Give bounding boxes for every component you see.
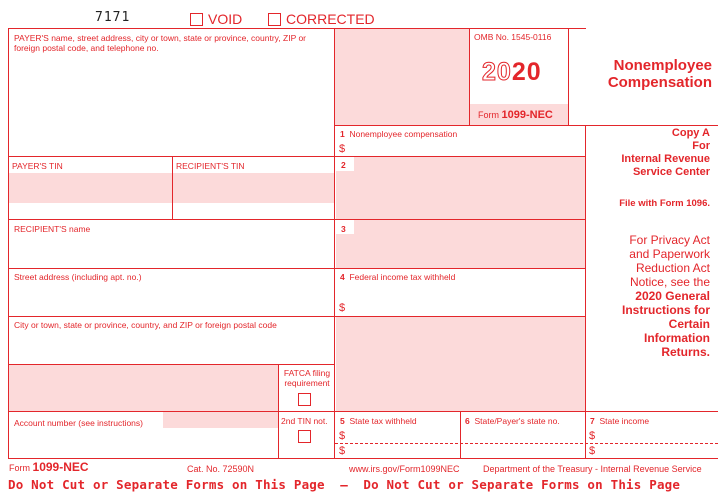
payer-name-field[interactable] bbox=[10, 56, 332, 154]
right-column-divider bbox=[585, 125, 586, 458]
footer-url: www.irs.gov/Form1099NEC bbox=[349, 464, 460, 474]
street-address-field[interactable] bbox=[10, 284, 332, 314]
city-field[interactable] bbox=[10, 332, 332, 362]
account-number-field[interactable] bbox=[10, 430, 276, 456]
privacy-line8: Information bbox=[644, 331, 710, 345]
tax-year-suffix: 20 bbox=[511, 58, 542, 86]
header-form-word: Form bbox=[478, 110, 499, 120]
box6-label bbox=[465, 416, 560, 426]
tax-year bbox=[482, 58, 542, 87]
copy-a-label: Copy A bbox=[671, 127, 710, 139]
recipient-tin-label: RECIPIENT'S TIN bbox=[176, 161, 245, 171]
box1-number: 1 bbox=[340, 129, 345, 139]
box6-text: State/Payer's state no. bbox=[474, 416, 560, 426]
middle-shaded-area bbox=[336, 317, 585, 411]
recipient-name-field[interactable] bbox=[10, 236, 332, 266]
payer-name-label: PAYER'S name, street address, city or town, state or province, country, ZIP or foreign postal code, and telephone no. bbox=[14, 33, 307, 53]
do-not-cut-warning: Do Not Cut or Separate Forms on This Page — Do Not Cut or Separate Forms on This Page bbox=[8, 477, 681, 492]
privacy-line1: For Privacy Act bbox=[629, 233, 710, 247]
form-title-line2: Compensation bbox=[607, 74, 712, 91]
copy-irs-line2: Service Center bbox=[632, 166, 710, 178]
corrected-label: CORRECTED bbox=[286, 11, 375, 27]
box7-label bbox=[590, 416, 649, 426]
omb-number: OMB No. 1545-0116 bbox=[474, 32, 552, 42]
box4-label bbox=[340, 272, 455, 282]
header-form-id bbox=[478, 110, 553, 120]
form-top-border bbox=[8, 28, 586, 29]
box7-dollar-1: $ bbox=[589, 430, 596, 442]
privacy-line9: Returns. bbox=[661, 345, 710, 359]
privacy-line4: Notice, see the bbox=[629, 275, 710, 289]
footer-form-id bbox=[9, 460, 89, 474]
privacy-line6: Instructions for bbox=[621, 303, 710, 317]
box2-shaded-area bbox=[336, 157, 585, 219]
void-checkbox[interactable] bbox=[190, 13, 203, 26]
account-number-label: Account number (see instructions) bbox=[14, 418, 143, 428]
corrected-checkbox[interactable] bbox=[268, 13, 281, 26]
footer-form-name: 1099-NEC bbox=[32, 460, 89, 474]
footer-cat-no: Cat. No. 72590N bbox=[187, 464, 255, 474]
box4-amount-field[interactable] bbox=[350, 300, 582, 314]
form-title-line1: Nonemployee bbox=[613, 57, 712, 74]
fatca-checkbox[interactable] bbox=[298, 393, 311, 406]
second-tin-checkbox[interactable] bbox=[298, 430, 311, 443]
box7-dollar-2: $ bbox=[589, 445, 596, 457]
box1-text: Nonemployee compensation bbox=[349, 129, 458, 139]
second-tin-label: 2nd TIN not. bbox=[281, 416, 328, 426]
footer-form-word: Form bbox=[9, 463, 30, 473]
street-address-label: Street address (including apt. no.) bbox=[14, 272, 142, 282]
city-label: City or town, state or province, country, and ZIP or foreign postal code bbox=[14, 320, 277, 330]
box5-dollar-1: $ bbox=[339, 430, 346, 442]
fatca-label: FATCA filing requirement bbox=[283, 368, 331, 388]
payer-tin-field[interactable] bbox=[9, 173, 172, 203]
box4-text: Federal income tax withheld bbox=[349, 272, 456, 282]
privacy-line7: Certain bbox=[668, 317, 710, 331]
file-with-1096: File with Form 1096. bbox=[619, 198, 710, 209]
box7-number: 7 bbox=[590, 416, 595, 426]
box4-dollar: $ bbox=[339, 302, 346, 314]
header-form-name: 1099-NEC bbox=[501, 109, 553, 121]
footer-department: Department of the Treasury - Internal Revenue Service bbox=[483, 464, 702, 474]
copy-for: For bbox=[692, 140, 710, 152]
box5-text: State tax withheld bbox=[349, 416, 417, 426]
account-shaded-area bbox=[163, 412, 278, 428]
top-middle-shaded-area bbox=[335, 29, 469, 125]
recipient-tin-field[interactable] bbox=[173, 173, 334, 203]
box5-dollar-2: $ bbox=[339, 445, 346, 457]
box7-text: State income bbox=[599, 416, 650, 426]
box3-number: 3 bbox=[341, 224, 346, 234]
box1-label bbox=[340, 129, 457, 139]
box4-number: 4 bbox=[340, 272, 345, 282]
privacy-line3: Reduction Act bbox=[635, 261, 710, 275]
tax-year-prefix: 20 bbox=[482, 58, 512, 86]
box6-number: 6 bbox=[465, 416, 470, 426]
box5-label bbox=[340, 416, 417, 426]
box1-amount-field[interactable] bbox=[350, 141, 582, 155]
void-label: VOID bbox=[208, 11, 243, 27]
payer-tin-label: PAYER'S TIN bbox=[12, 161, 63, 171]
box1-dollar: $ bbox=[339, 143, 346, 155]
form-code: 7171 bbox=[95, 10, 131, 25]
form-bottom-border bbox=[8, 458, 718, 459]
state-row-divider bbox=[335, 443, 718, 444]
privacy-line2: and Paperwork bbox=[629, 247, 710, 261]
copy-a-block bbox=[590, 127, 710, 179]
privacy-line5: 2020 General bbox=[635, 289, 710, 303]
box3-shaded-area bbox=[336, 220, 585, 268]
recipient-name-label: RECIPIENT'S name bbox=[14, 224, 91, 234]
fatca-shaded-area bbox=[9, 365, 278, 411]
copy-irs-line1: Internal Revenue bbox=[621, 153, 710, 165]
box2-number: 2 bbox=[341, 160, 346, 170]
box5-number: 5 bbox=[340, 416, 345, 426]
privacy-notice bbox=[588, 233, 710, 359]
